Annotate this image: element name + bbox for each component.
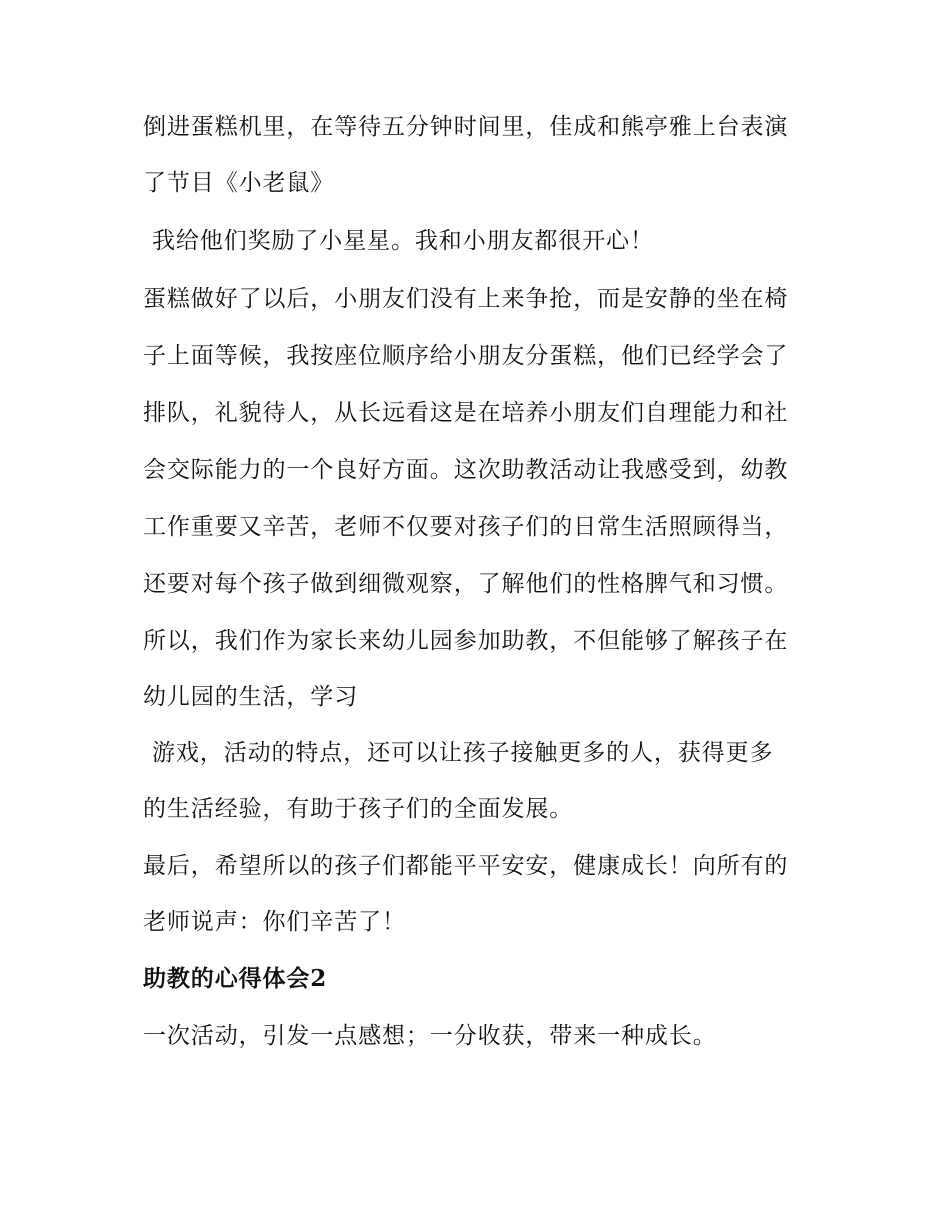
paragraph-line: 工作重要又辛苦，老师不仅要对孩子们的日常生活照顾得当， (143, 514, 789, 540)
paragraph-line: 子上面等候，我按座位顺序给小朋友分蛋糕，他们已经学会了 (143, 343, 789, 369)
paragraph-line: 老师说声：你们辛苦了！ (143, 909, 406, 935)
paragraph-line: 排队，礼貌待人，从长远看这是在培养小朋友们自理能力和社 (143, 400, 789, 426)
paragraph-line: 了节目《小老鼠》 (143, 170, 335, 196)
paragraph-line: 我给他们奖励了小星星。我和小朋友都很开心！ (152, 228, 654, 254)
paragraph-line: 蛋糕做好了以后，小朋友们没有上来争抢，而是安静的坐在椅 (143, 286, 789, 312)
section-heading: 助教的心得体会2 (143, 965, 328, 992)
paragraph-line: 所以，我们作为家长来幼儿园参加助教，不但能够了解孩子在 (143, 628, 789, 654)
paragraph-line: 一次活动，引发一点感想；一分收获，带来一种成长。 (143, 1023, 717, 1049)
paragraph-line: 倒进蛋糕机里，在等待五分钟时间里，佳成和熊亭雅上台表演 (143, 114, 789, 140)
paragraph-line: 幼儿园的生活，学习 (143, 684, 359, 710)
paragraph-line: 的生活经验，有助于孩子们的全面发展。 (143, 796, 574, 822)
paragraph-line: 会交际能力的一个良好方面。这次助教活动让我感受到，幼教 (143, 457, 789, 483)
paragraph-line: 还要对每个孩子做到细微观察，了解他们的性格脾气和习惯。 (143, 571, 789, 597)
paragraph-line: 游戏，活动的特点，还可以让孩子接触更多的人，获得更多 (152, 740, 774, 766)
paragraph-line: 最后，希望所以的孩子们都能平平安安，健康成长！向所有的 (143, 853, 789, 879)
